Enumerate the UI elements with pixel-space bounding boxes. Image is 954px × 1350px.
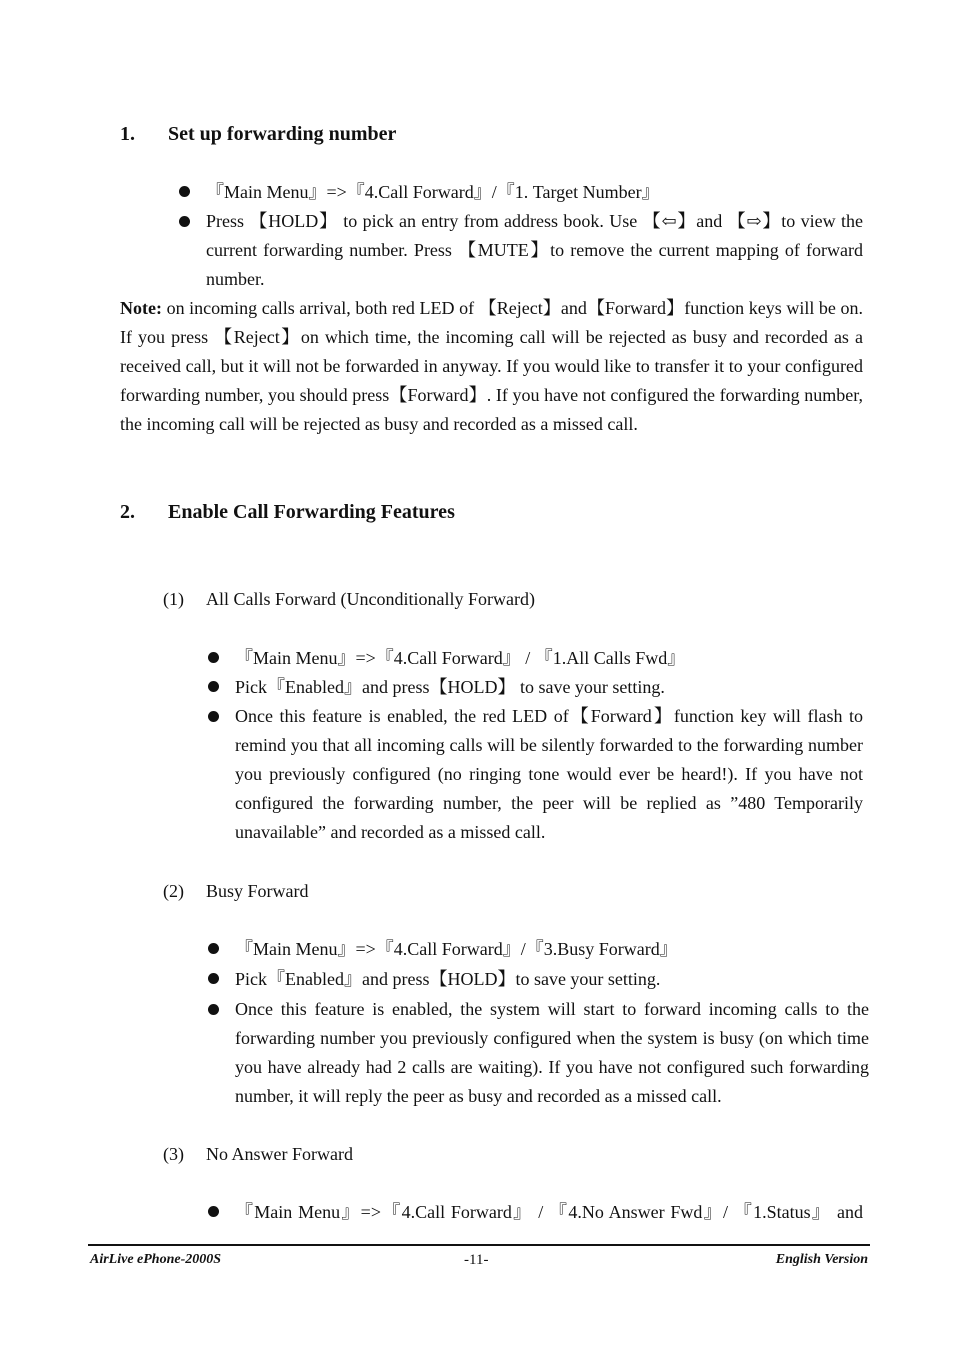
sub1-bullet-3: Once this feature is enabled, the red LED of【Forward】function key will flash to remind you that all incoming calls will be silently forwarded to the forwarding number you previously configured (no ringing tone would ever be heard!). If you have not configured the forwarding number, the peer will be replied as ”480 Temporarily unavailable” and recorded as a missed call. (235, 706, 863, 842)
section-1-number: 1. (120, 123, 135, 145)
section-2-number: 2. (120, 501, 135, 523)
sub2-bullet-2: Pick『Enabled』and press【HOLD】to save your setting. (235, 969, 661, 989)
subsection-2-title: Busy Forward (206, 881, 309, 901)
bullet-dot-icon (179, 216, 190, 227)
bullet-dot-icon (208, 652, 219, 663)
note-text: on incoming calls arrival, both red LED of 【Reject】and【Forward】function keys will be on. If you press 【Reject】on which time, the incoming call will be rejected as busy and recorded as a received call, but it will not be forwarded in anyway. If you would like to transfer it to your configured forwarding number, you should press【Forward】. If you have not configured the forwarding number, the incoming call will be rejected as busy and recorded as a missed call. (120, 298, 864, 434)
bullet-dot-icon (179, 186, 190, 197)
subsection-3-number: (3) (163, 1144, 184, 1164)
bullet-dot-icon (208, 1004, 219, 1015)
sub3-bullet-1: 『Main Menu』=>『4.Call Forward』 / 『4.No Answer Fwd』/ 『1.Status』 and (235, 1202, 863, 1222)
bullet-dot-icon (208, 973, 219, 984)
subsection-3-title: No Answer Forward (206, 1144, 353, 1164)
subsection-2-number: (2) (163, 881, 184, 901)
subsection-3-heading (163, 1144, 353, 1165)
subsection-1-heading (163, 589, 535, 610)
sub2-bullet-3: Once this feature is enabled, the system will start to forward incoming calls to the forwarding number you previously configured when the system is busy (on which time you have already had 2 calls are waiting). If you have not configured such forwarding number, it will reply the peer as busy and recorded as a missed call. (235, 999, 869, 1106)
subsection-2-heading (163, 881, 309, 902)
footer-version: English Version (775, 1252, 868, 1267)
section-2-heading (120, 501, 455, 524)
s1-bullet-1: 『Main Menu』=>『4.Call Forward』/『1. Target Number』 (206, 182, 660, 202)
bullet-dot-icon (208, 711, 219, 722)
footer-product-name: AirLive ePhone-2000S (90, 1252, 222, 1267)
subsection-1-title: All Calls Forward (Unconditionally Forward) (206, 589, 535, 609)
bullet-dot-icon (208, 1206, 219, 1217)
bullet-dot-icon (208, 943, 219, 954)
section-1-heading (120, 123, 396, 146)
section-2-title: Enable Call Forwarding Features (168, 501, 455, 523)
sub2-bullet-1: 『Main Menu』=>『4.Call Forward』/『3.Busy Forward』 (235, 939, 678, 959)
note-paragraph (120, 294, 863, 439)
footer-page-number: -11- (464, 1252, 489, 1268)
footer-divider (88, 1244, 870, 1246)
note-label: Note: (120, 298, 162, 318)
subsection-1-number: (1) (163, 589, 184, 609)
sub1-bullet-1: 『Main Menu』=>『4.Call Forward』 / 『1.All Calls Fwd』 (235, 648, 686, 668)
bullet-dot-icon (208, 681, 219, 692)
sub1-bullet-2: Pick『Enabled』and press【HOLD】 to save your setting. (235, 677, 665, 697)
section-1-title: Set up forwarding number (168, 123, 397, 145)
s1-bullet-2: Press 【HOLD】 to pick an entry from address book. Use 【⇦】and 【⇨】to view the current forwarding number. Press 【MUTE】to remove the current mapping of forward number. (206, 211, 863, 289)
